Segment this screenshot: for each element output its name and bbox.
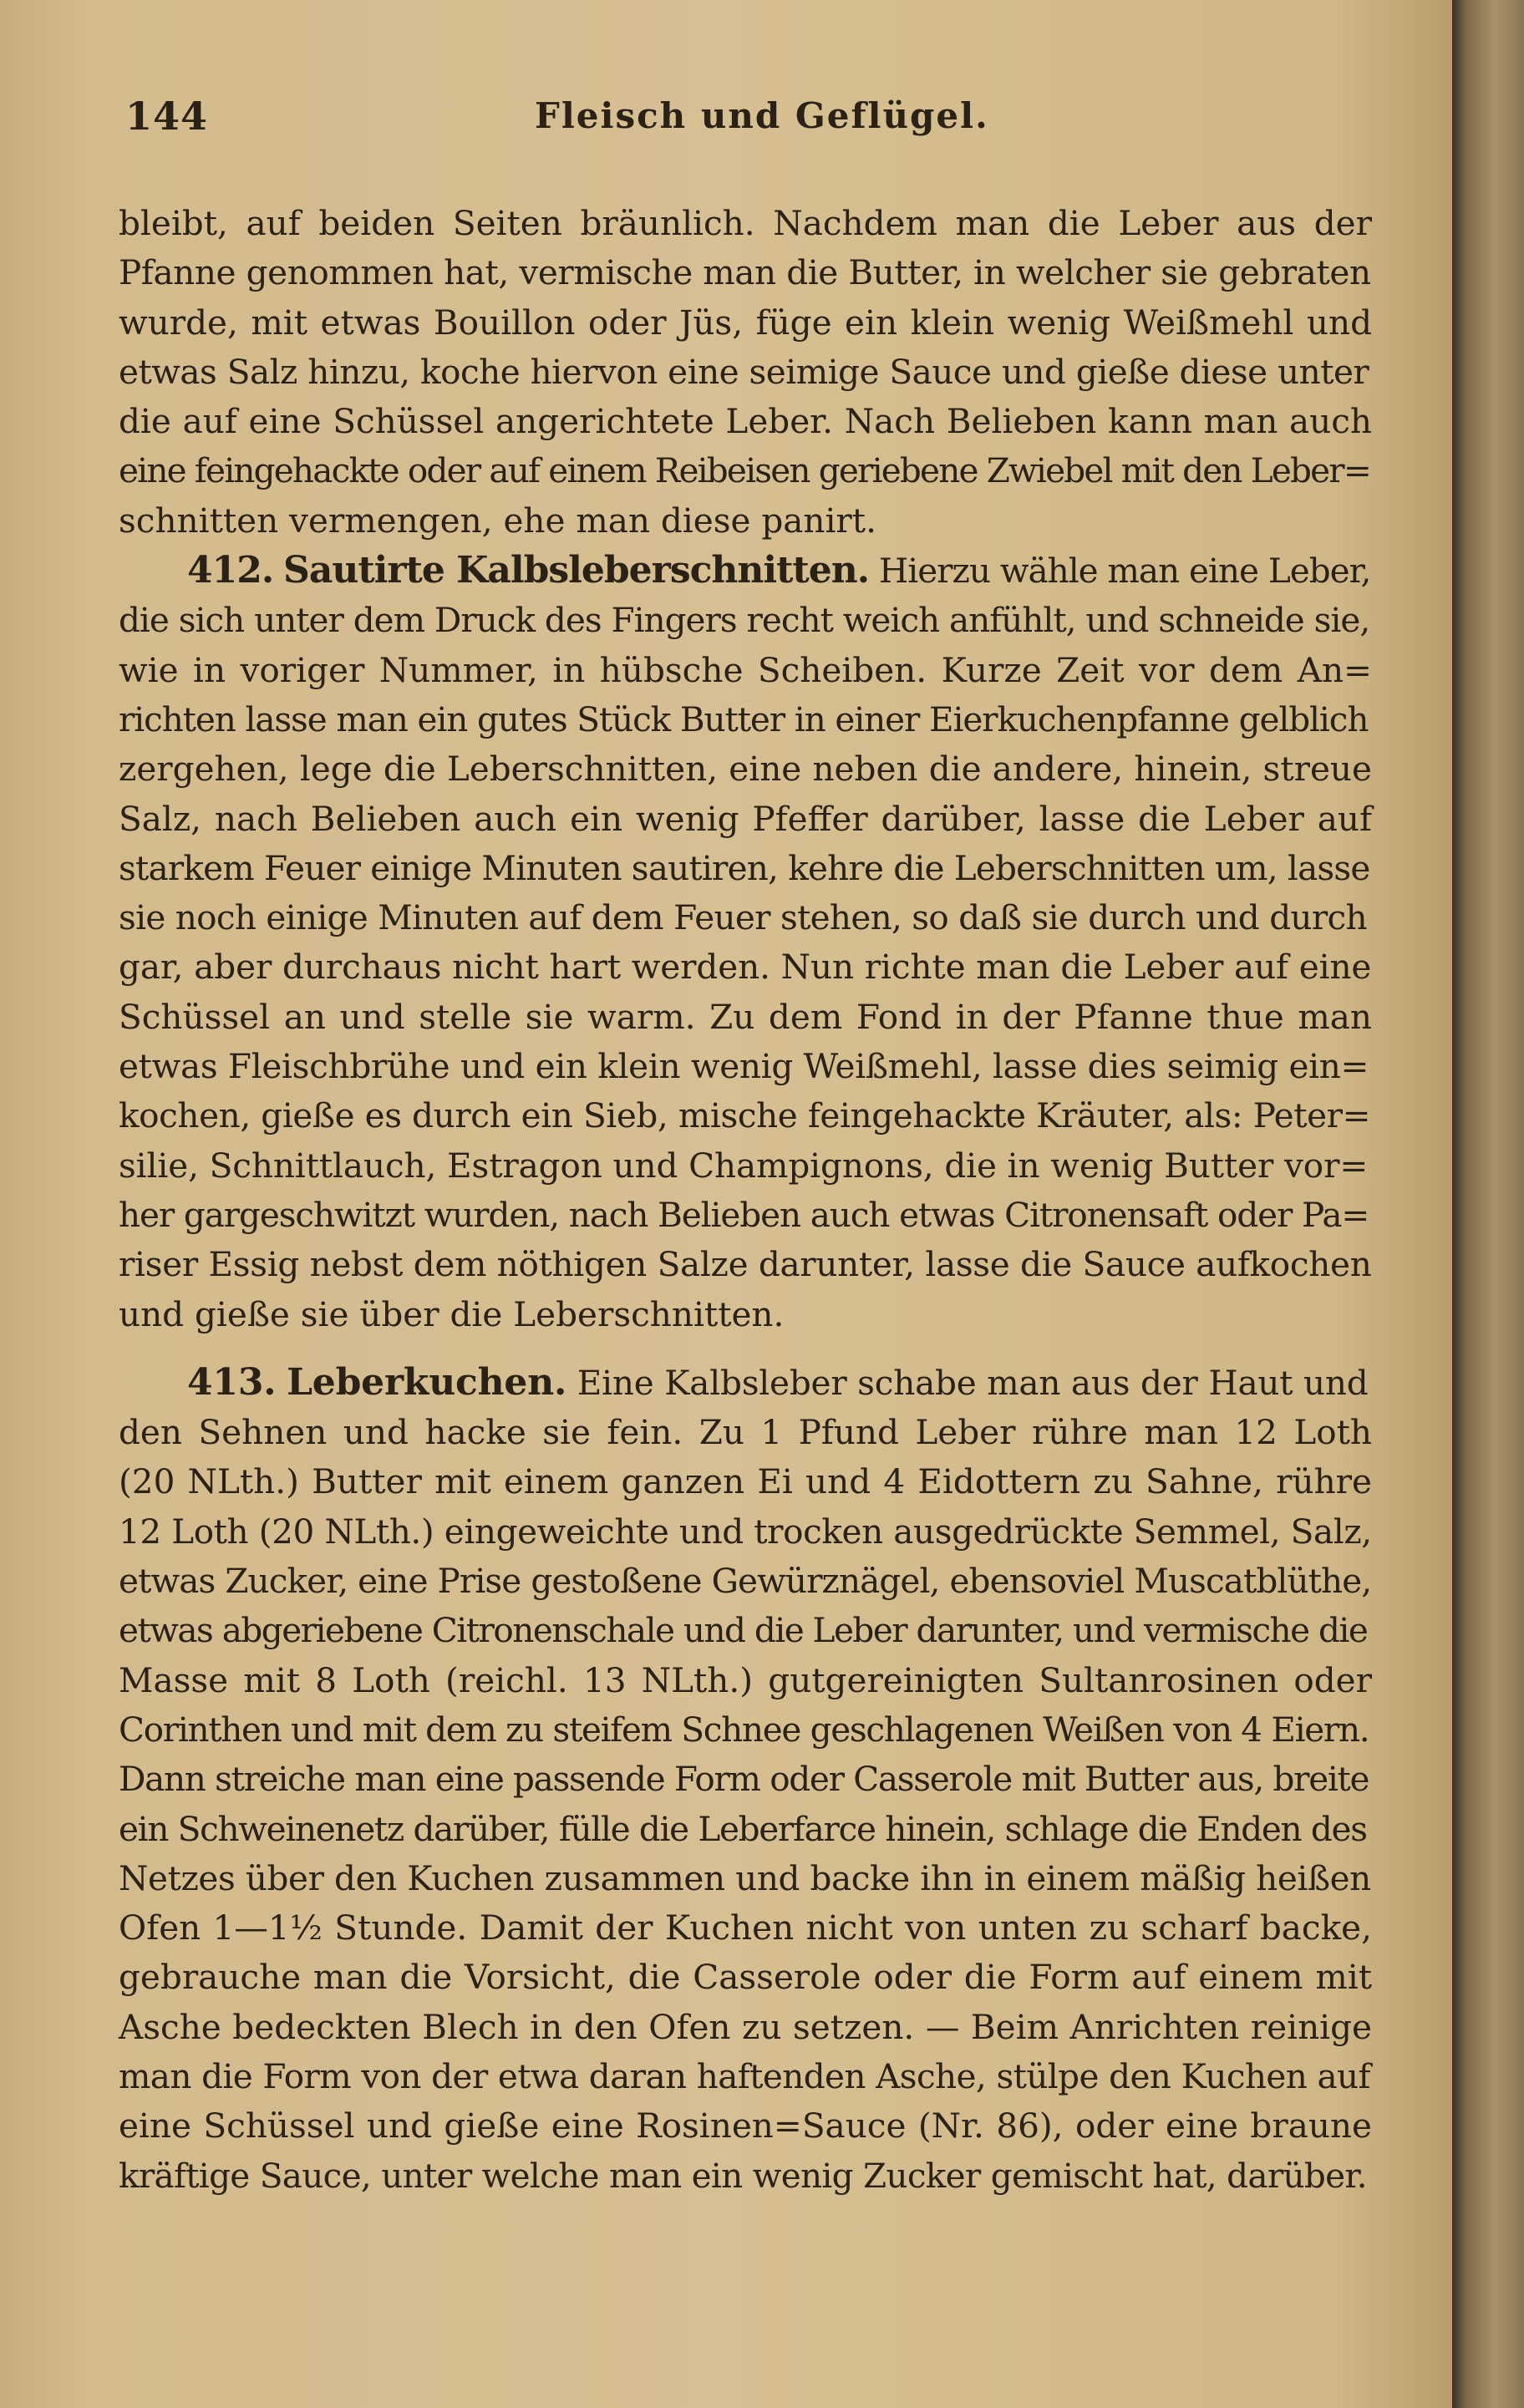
text-line: zergehen, lege die Leberschnitten, eine neben die andere, hinein, streue (119, 749, 1372, 790)
adjacent-page-edge (1452, 0, 1524, 2408)
text-line: gebrauche man die Vorsicht, die Casserole oder die Form auf einem mit (119, 1957, 1372, 1998)
continuation-paragraph (119, 199, 1372, 546)
text-line: Salz, nach Belieben auch ein wenig Pfeffer darüber, lasse die Leber auf (119, 798, 1372, 839)
text-line: man die Form von der etwa daran haftenden Asche, stülpe den Kuchen auf (119, 2055, 1370, 2096)
text-line: wurde, mit etwas Bouillon oder Jüs, füge ein klein wenig Weißmehl und (119, 302, 1372, 343)
text-line: starkem Feuer einige Minuten sautiren, kehre die Leberschnitten um, lasse (119, 847, 1370, 888)
running-head: Fleisch und Geflügel. (535, 95, 989, 136)
paragraph-gap (119, 1339, 1372, 1358)
recipe-412 (119, 546, 1372, 1339)
text-line: schnitten vermengen, ehe man diese panirt. (119, 500, 876, 541)
text-line: kräftige Sauce, unter welche man ein wenig Zucker gemischt hat, darüber. (119, 2155, 1367, 2196)
text-line: etwas Zucker, eine Prise gestoßene Gewürznägel, ebensoviel Muscatblüthe, (119, 1561, 1372, 1602)
text-line: Masse mit 8 Loth (reichl. 13 NLth.) gutgereinigten Sultanrosinen oder (119, 1659, 1372, 1700)
text-line: den Sehnen und hacke sie fein. Zu 1 Pfund Leber rühre man 12 Loth (119, 1412, 1372, 1453)
page-number: 144 (125, 94, 209, 139)
text-line: riser Essig nebst dem nöthigen Salze darunter, lasse die Sauce aufkochen (119, 1244, 1372, 1285)
text-line: etwas Fleischbrühe und ein klein wenig Weißmehl, lasse dies seimig ein= (119, 1046, 1369, 1087)
recipe-number: 412. (187, 549, 274, 592)
recipe-heading-line (119, 546, 1372, 596)
text-line: Asche bedeckten Blech in den Ofen zu setzen. — Beim Anrichten reinige (119, 2006, 1372, 2047)
text-line: Dann streiche man eine passende Form oder Casserole mit Butter aus, breite (119, 1759, 1369, 1800)
text-line: ein Schweinenetz darüber, fülle die Leberfarce hinein, schlage die Enden des (119, 1808, 1367, 1849)
recipe-number: 413. (187, 1360, 277, 1404)
text-line-start: Eine Kalbsleber schabe man aus der Haut und (577, 1362, 1369, 1403)
recipe-title: Leberkuchen. (287, 1360, 567, 1404)
text-line: Pfanne genommen hat, vermische man die Butter, in welcher sie gebraten (119, 252, 1371, 293)
text-line: (20 NLth.) Butter mit einem ganzen Ei und 4 Eidottern zu Sahne, rühre (119, 1461, 1372, 1502)
text-line: richten lasse man ein gutes Stück Butter in einer Eierkuchenpfanne gelblich (119, 699, 1369, 739)
text-line: 12 Loth (20 NLth.) eingeweichte und trocken ausgedrückte Semmel, Salz, (119, 1511, 1372, 1552)
text-line: Schüssel an und stelle sie warm. Zu dem Fond in der Pfanne thue man (119, 996, 1372, 1037)
text-line: silie, Schnittlauch, Estragon und Champignons, die in wenig Butter vor= (119, 1145, 1369, 1186)
recipe-heading-line (119, 1358, 1372, 1408)
text-line: sie noch einige Minuten auf dem Feuer stehen, so daß sie durch und durch (119, 897, 1367, 938)
text-line-start: Hierzu wähle man eine Leber, (878, 551, 1371, 592)
body-text (119, 199, 1372, 2201)
text-line: kochen, gieße es durch ein Sieb, mische feingehackte Kräuter, als: Peter= (119, 1095, 1371, 1136)
text-line: Netzes über den Kuchen zusammen und backe ihn in einem mäßig heißen (119, 1857, 1371, 1898)
recipe-413 (119, 1358, 1372, 2201)
text-line: Ofen 1—1½ Stunde. Damit der Kuchen nicht von unten zu scharf backe, (119, 1908, 1372, 1948)
text-line: wie in voriger Nummer, in hübsche Scheiben. Kurze Zeit vor dem An= (119, 649, 1372, 690)
text-line: etwas Salz hinzu, koche hiervon eine seimige Sauce und gieße diese unter (119, 351, 1369, 392)
recipe-title: Sautirte Kalbsleberschnitten. (283, 549, 870, 592)
page-header (125, 94, 1379, 152)
text-line: etwas abgeriebene Citronenschale und die Leber darunter, und vermische die (119, 1610, 1368, 1651)
text-line: gar, aber durchaus nicht hart werden. Nun richte man die Leber auf eine (119, 947, 1372, 988)
text-line: die auf eine Schüssel angerichtete Leber. Nach Belieben kann man auch (119, 401, 1372, 442)
text-line: bleibt, auf beiden Seiten bräunlich. Nachdem man die Leber aus der (119, 203, 1372, 243)
text-line: und gieße sie über die Leberschnitten. (119, 1293, 785, 1334)
text-line: eine feingehackte oder auf einem Reibeisen geriebene Zwiebel mit den Leber= (119, 450, 1370, 491)
text-line: die sich unter dem Druck des Fingers recht weich anfühlt, und schneide sie, (119, 600, 1370, 641)
text-line: eine Schüssel und gieße eine Rosinen=Sauce (Nr. 86), oder eine braune (119, 2106, 1372, 2146)
text-line: her gargeschwitzt wurden, nach Belieben auch etwas Citronensaft oder Pa= (119, 1194, 1369, 1235)
text-line: Corinthen und mit dem zu steifem Schnee geschlagenen Weißen von 4 Eiern. (119, 1709, 1369, 1750)
